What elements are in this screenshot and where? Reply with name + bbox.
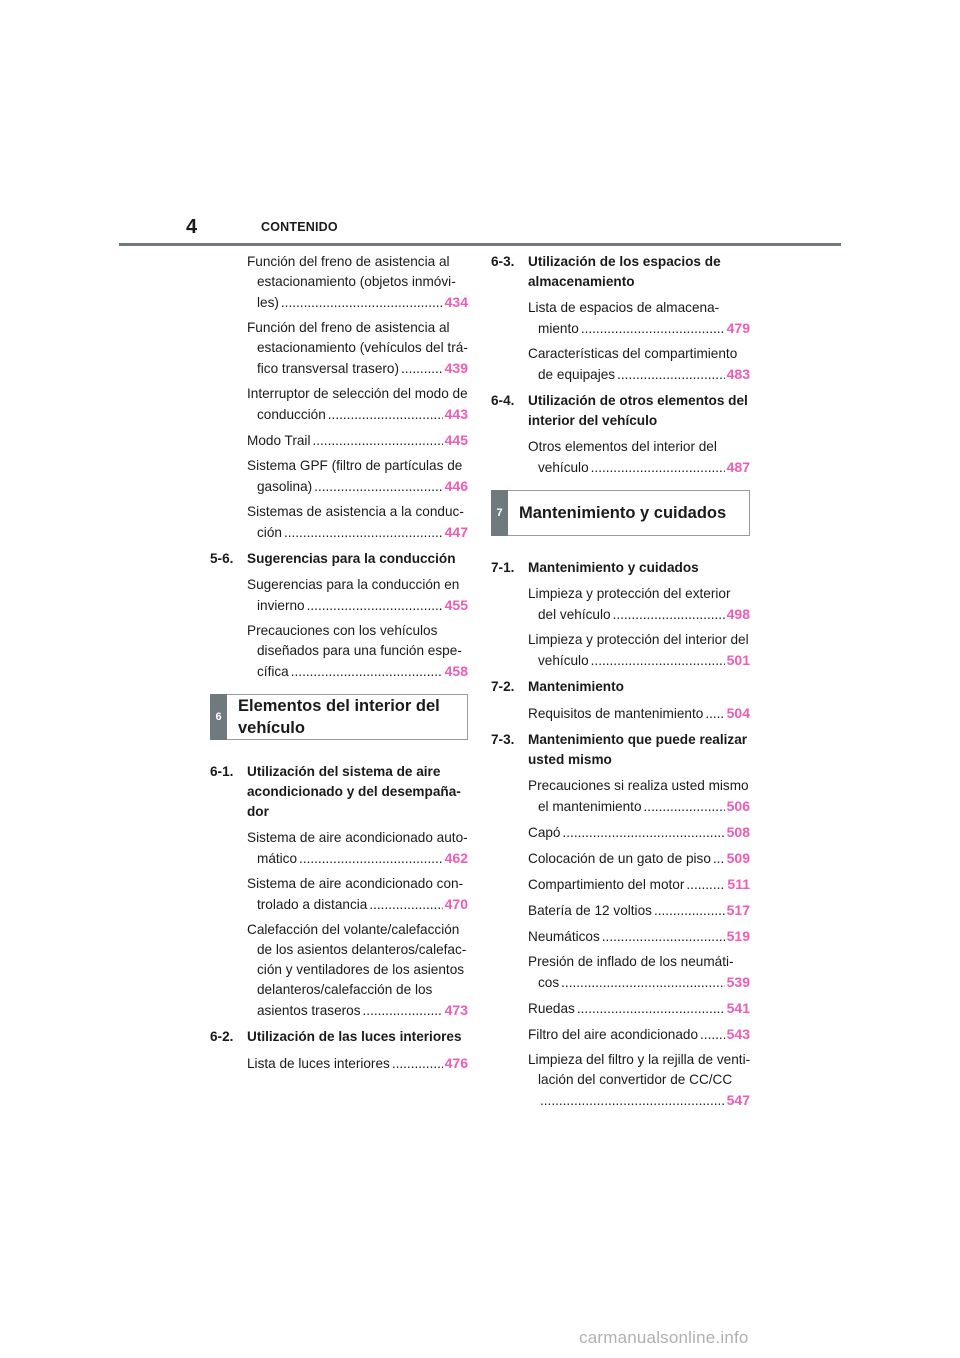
header-rule xyxy=(119,243,841,246)
toc-entry-leader-line xyxy=(528,998,750,1019)
toc-entry[interactable] xyxy=(491,874,750,895)
toc-entry-text: mático xyxy=(257,851,298,866)
toc-entry-text: vehículo xyxy=(538,460,589,475)
dot-leader xyxy=(284,523,443,543)
toc-group-7-3 xyxy=(491,776,750,1111)
toc-entry-leader-line xyxy=(247,430,468,451)
toc-entry-leader-line xyxy=(247,404,468,425)
toc-entry[interactable] xyxy=(491,584,750,625)
toc-entry-text: asientos traseros xyxy=(257,1003,361,1018)
page-link[interactable]: 519 xyxy=(726,928,750,944)
section-title-line: Utilización de otros elementos del xyxy=(528,393,748,408)
section-title-line: Mantenimiento que puede realizar xyxy=(528,732,748,747)
toc-group-6-4 xyxy=(491,437,750,478)
toc-entry-leader-line xyxy=(528,604,750,625)
dot-leader xyxy=(307,596,443,616)
page-link[interactable]: 434 xyxy=(444,294,468,310)
toc-entry-leader-line xyxy=(247,595,468,616)
toc-section-7-1 xyxy=(491,558,750,578)
section-title-line: interior del vehículo xyxy=(528,413,658,428)
dot-leader xyxy=(644,797,725,817)
section-code: 6-2. xyxy=(210,1029,234,1044)
toc-entry[interactable] xyxy=(210,828,468,869)
toc-entry[interactable] xyxy=(210,318,468,379)
page-link[interactable]: 458 xyxy=(444,663,468,679)
toc-entry-text: estacionamiento (vehículos del trá- xyxy=(257,340,468,355)
toc-group-6-2 xyxy=(210,1053,468,1074)
dot-leader xyxy=(591,651,725,671)
page-link[interactable]: 511 xyxy=(727,876,750,892)
toc-entry-text: Características del compartimiento xyxy=(528,346,738,361)
page-link[interactable]: 547 xyxy=(726,1092,750,1108)
toc-entry-text: ción y ventiladores de los asientos xyxy=(257,962,465,977)
toc-entry-leader-line xyxy=(247,292,468,313)
toc-entry-leader-line xyxy=(247,358,468,379)
toc-entry-text: conducción xyxy=(257,407,326,422)
toc-entry-leader-line xyxy=(247,894,468,915)
toc-section-5-6 xyxy=(210,549,468,569)
toc-group-7-2 xyxy=(491,703,750,724)
section-title-line: dor xyxy=(247,804,269,819)
toc-entry[interactable] xyxy=(210,430,468,451)
chapter-title-line2: vehículo xyxy=(238,719,305,737)
toc-entry-text: Función del freno de asistencia al xyxy=(247,320,450,335)
toc-entry-text: Función del freno de asistencia al xyxy=(247,254,450,269)
toc-entry[interactable] xyxy=(210,920,468,1021)
toc-entry-text: de equipajes xyxy=(538,367,616,382)
dot-leader xyxy=(713,849,725,869)
page-number: 4 xyxy=(186,216,198,238)
toc-entry[interactable] xyxy=(210,621,468,682)
watermark: carmanualsonline.info xyxy=(579,1328,749,1347)
page-link[interactable]: 501 xyxy=(726,652,750,668)
toc-entry-text: miento xyxy=(538,321,579,336)
toc-entry[interactable] xyxy=(491,926,750,947)
toc-entry-leader-line xyxy=(528,972,750,993)
dot-leader xyxy=(314,477,442,497)
toc-entry[interactable] xyxy=(491,822,750,843)
toc-entry[interactable] xyxy=(491,1050,750,1111)
page-link[interactable]: 506 xyxy=(726,798,750,814)
toc-entry[interactable] xyxy=(491,703,750,724)
page-link[interactable]: 498 xyxy=(726,606,750,622)
toc-entry[interactable] xyxy=(491,630,750,671)
toc-entry[interactable] xyxy=(491,998,750,1019)
toc-entry-text: Ruedas xyxy=(528,1001,575,1016)
toc-entry-text: Sistema de aire acondicionado auto- xyxy=(247,830,468,845)
toc-entry[interactable] xyxy=(210,874,468,915)
toc-entry-text: Sugerencias para la conducción en xyxy=(247,577,460,592)
section-title-line: usted mismo xyxy=(528,752,612,767)
dot-leader xyxy=(392,1054,443,1074)
chapter-tab: 7 xyxy=(491,490,508,536)
toc-entry[interactable] xyxy=(210,456,468,497)
page-link[interactable]: 543 xyxy=(726,1026,750,1042)
chapter-7-heading xyxy=(491,490,750,536)
toc-entry[interactable] xyxy=(210,575,468,616)
left-column xyxy=(210,252,468,1079)
section-code: 6-4. xyxy=(491,393,515,408)
dot-leader xyxy=(617,365,725,385)
page-link[interactable]: 446 xyxy=(444,478,468,494)
dot-leader xyxy=(369,895,442,915)
toc-entry-text: Precauciones con los vehículos xyxy=(247,623,438,638)
toc-entry[interactable] xyxy=(491,1024,750,1045)
toc-entry-text: Interruptor de selección del modo de xyxy=(247,386,468,401)
toc-entry-text: trolado a distancia xyxy=(257,897,368,912)
section-code: 5-6. xyxy=(210,551,234,566)
toc-entry-text: diseñados para una función espe- xyxy=(257,643,462,658)
chapter-title-line1: Elementos del interior del xyxy=(238,697,440,715)
dot-leader xyxy=(577,999,725,1019)
toc-group-5-6 xyxy=(210,575,468,682)
page-link[interactable]: 509 xyxy=(726,850,750,866)
toc-entry-leader-line xyxy=(528,874,750,895)
toc-entry-leader-line xyxy=(528,1090,750,1111)
toc-entry-text: invierno xyxy=(257,598,305,613)
dot-leader xyxy=(328,405,443,425)
toc-entry-text: Sistema de aire acondicionado con- xyxy=(247,876,464,891)
toc-entry[interactable] xyxy=(210,252,468,313)
chapter-6-heading xyxy=(210,694,468,740)
toc-group-7-1 xyxy=(491,584,750,671)
dot-leader xyxy=(700,1025,725,1045)
page-link[interactable]: 445 xyxy=(444,432,468,448)
section-title: Utilización de las luces interiores xyxy=(247,1029,462,1044)
dot-leader xyxy=(705,704,724,724)
section-code: 7-3. xyxy=(491,732,515,747)
dot-leader xyxy=(540,1091,725,1111)
chapter-title xyxy=(238,695,461,739)
toc-entry[interactable] xyxy=(210,384,468,425)
section-title-line: Utilización del sistema de aire xyxy=(247,764,441,779)
toc-group-5-5 xyxy=(210,252,468,543)
header-title: CONTENIDO xyxy=(261,220,338,234)
toc-entry-leader-line xyxy=(528,650,750,671)
toc-entry-leader-line xyxy=(247,476,468,497)
toc-entry-text: Lista de espacios de almacena- xyxy=(528,300,720,315)
dot-leader xyxy=(401,359,443,379)
chapter-title: Mantenimiento y cuidados xyxy=(519,504,727,522)
toc-entry-text: cífica xyxy=(257,664,289,679)
toc-entry-text: Limpieza y protección del exterior xyxy=(528,586,731,601)
toc-entry-text: les) xyxy=(257,295,279,310)
toc-entry-text: el mantenimiento xyxy=(538,799,642,814)
toc-entry-leader-line xyxy=(528,703,750,724)
toc-entry-text: Requisitos de mantenimiento xyxy=(528,706,704,721)
toc-entry-leader-line xyxy=(247,1053,468,1074)
right-column xyxy=(491,252,750,1116)
toc-entry-text: Sistema GPF (filtro de partículas de xyxy=(247,458,463,473)
toc-entry-text: Capó xyxy=(528,825,561,840)
page-link[interactable]: 508 xyxy=(726,824,750,840)
toc-entry-text: Otros elementos del interior del xyxy=(528,439,717,454)
section-title-line: Utilización de los espacios de xyxy=(528,254,721,269)
toc-entry-leader-line xyxy=(528,318,750,339)
toc-entry-text: de los asientos delanteros/calefac- xyxy=(257,942,467,957)
toc-entry-text: Colocación de un gato de piso xyxy=(528,851,711,866)
dot-leader xyxy=(581,319,725,339)
toc-group-6-3 xyxy=(491,298,750,385)
dot-leader xyxy=(281,293,443,313)
page-link[interactable]: 470 xyxy=(444,896,468,912)
page-link[interactable]: 462 xyxy=(444,850,468,866)
page-link[interactable]: 479 xyxy=(726,320,750,336)
toc-entry-text: ción xyxy=(257,525,282,540)
toc-section-7-2 xyxy=(491,677,750,697)
toc-entry-leader-line xyxy=(528,926,750,947)
toc-entry[interactable] xyxy=(491,900,750,921)
toc-entry-text: Lista de luces interiores xyxy=(247,1056,390,1071)
section-code: 7-1. xyxy=(491,560,515,575)
toc-entry[interactable] xyxy=(210,502,468,543)
dot-leader xyxy=(613,605,725,625)
toc-entry-leader-line xyxy=(528,796,750,817)
toc-entry-text: del vehículo xyxy=(538,607,611,622)
dot-leader xyxy=(686,875,725,895)
dot-leader xyxy=(561,973,724,993)
page-link[interactable]: 487 xyxy=(726,459,750,475)
dot-leader xyxy=(654,901,725,921)
toc-entry-leader-line xyxy=(528,1024,750,1045)
section-title-line: almacenamiento xyxy=(528,274,635,289)
page-link[interactable]: 473 xyxy=(444,1002,468,1018)
toc-entry-text: Calefacción del volante/calefacción xyxy=(247,922,460,937)
page-link[interactable]: 541 xyxy=(726,1000,750,1016)
toc-section-6-1 xyxy=(210,762,468,822)
page-link[interactable]: 504 xyxy=(726,705,750,721)
dot-leader xyxy=(312,431,442,451)
toc-entry-leader-line xyxy=(247,661,468,682)
toc-entry-text: Modo Trail xyxy=(247,433,311,448)
toc-section-6-3 xyxy=(491,252,750,292)
page-link[interactable]: 447 xyxy=(444,524,468,540)
section-title: Mantenimiento y cuidados xyxy=(528,560,699,575)
toc-entry-text: cos xyxy=(538,975,560,990)
toc-entry-text: Precauciones si realiza usted mismo xyxy=(528,778,749,793)
dot-leader xyxy=(591,458,725,478)
toc-entry-text: Batería de 12 voltios xyxy=(528,903,652,918)
toc-entry[interactable] xyxy=(491,776,750,817)
toc-entry-text: Neumáticos xyxy=(528,929,600,944)
toc-entry-text: delanteros/calefacción de los xyxy=(257,982,433,997)
page-link[interactable]: 443 xyxy=(444,406,468,422)
toc-entry-text: lación del convertidor de CC/CC xyxy=(538,1072,733,1087)
toc-entry-leader-line xyxy=(528,900,750,921)
toc-section-7-3 xyxy=(491,730,750,770)
toc-entry-leader-line xyxy=(528,364,750,385)
section-title: Mantenimiento xyxy=(528,679,624,694)
toc-entry-leader-line xyxy=(528,848,750,869)
section-title: Sugerencias para la conducción xyxy=(247,551,456,566)
toc-entry-leader-line xyxy=(247,1000,468,1021)
toc-entry[interactable] xyxy=(491,344,750,385)
section-code: 7-2. xyxy=(491,679,515,694)
toc-group-6-1 xyxy=(210,828,468,1021)
page-link[interactable]: 439 xyxy=(444,360,468,376)
toc-section-6-2 xyxy=(210,1027,468,1047)
toc-entry-leader-line xyxy=(247,848,468,869)
section-code: 6-1. xyxy=(210,764,234,779)
page-link[interactable]: 455 xyxy=(444,597,468,613)
page-link[interactable]: 539 xyxy=(726,974,750,990)
dot-leader xyxy=(291,662,443,682)
toc-entry[interactable] xyxy=(210,1053,468,1074)
section-title-line: acondicionado y del desempaña- xyxy=(247,784,461,799)
toc-entry-text: Filtro del aire acondicionado xyxy=(528,1027,699,1042)
toc-entry-text: estacionamiento (objetos inmóvi- xyxy=(257,274,456,289)
page-link[interactable]: 483 xyxy=(726,366,750,382)
section-code: 6-3. xyxy=(491,254,515,269)
toc-entry[interactable] xyxy=(491,848,750,869)
toc-entry[interactable] xyxy=(491,298,750,339)
page-link[interactable]: 476 xyxy=(444,1055,468,1071)
toc-entry-text: Sistemas de asistencia a la conduc- xyxy=(247,504,464,519)
toc-entry-text: Limpieza y protección del interior del xyxy=(528,632,749,647)
toc-entry[interactable] xyxy=(491,952,750,993)
toc-entry-text: vehículo xyxy=(538,653,589,668)
dot-leader xyxy=(299,849,443,869)
dot-leader xyxy=(563,823,725,843)
dot-leader xyxy=(363,1001,443,1021)
toc-entry-text: gasolina) xyxy=(257,479,313,494)
page-link[interactable]: 517 xyxy=(726,902,750,918)
toc-entry-leader-line xyxy=(247,522,468,543)
toc-entry-text: fico transversal trasero) xyxy=(257,361,400,376)
dot-leader xyxy=(602,927,725,947)
chapter-tab: 6 xyxy=(210,694,227,740)
toc-entry-text: Compartimiento del motor xyxy=(528,877,685,892)
toc-entry-leader-line xyxy=(528,822,750,843)
toc-entry[interactable] xyxy=(491,437,750,478)
toc-section-6-4 xyxy=(491,391,750,431)
toc-entry-text: Presión de inflado de los neumáti- xyxy=(528,954,734,969)
toc-entry-text: Limpieza del filtro y la rejilla de venti- xyxy=(528,1052,751,1067)
toc-entry-leader-line xyxy=(528,457,750,478)
